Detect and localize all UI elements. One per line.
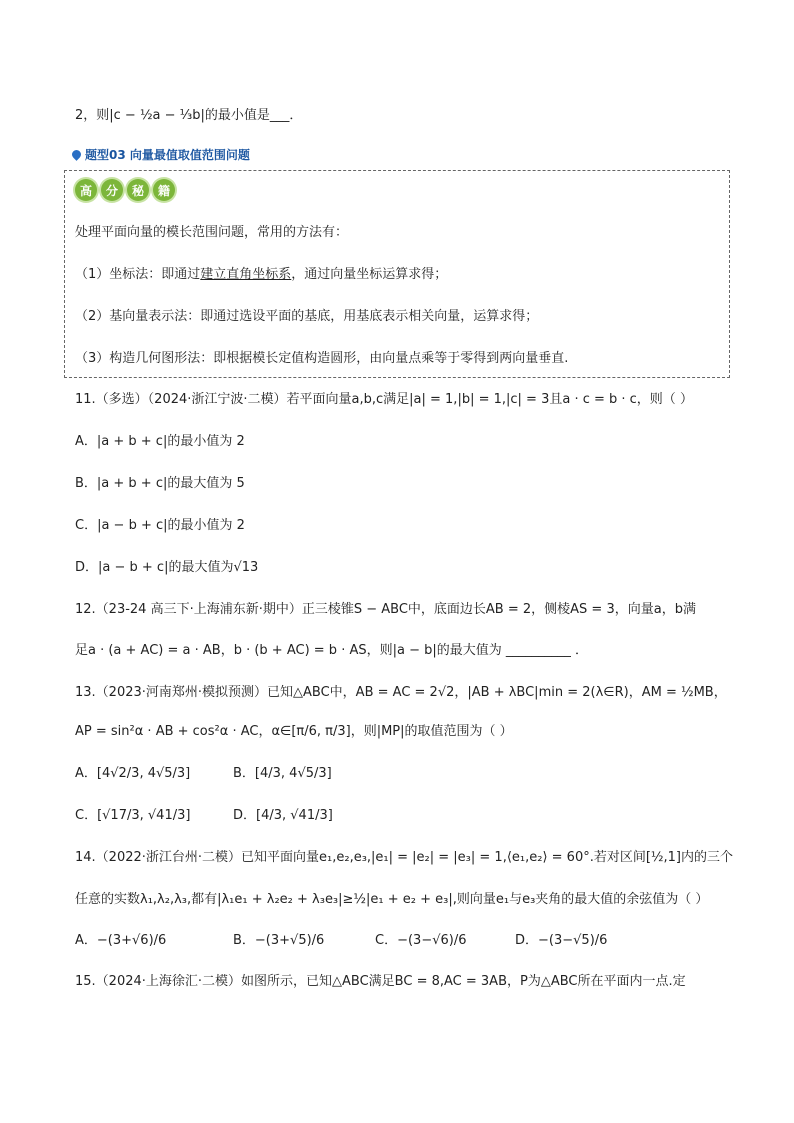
q13-option-c: C．[√17/3, √41/3] <box>75 808 191 823</box>
tip-method-3: （3）构造几何图形法：即根据模长定值构造圆形，由向量点乘等于零得到两向量垂直. <box>75 351 569 366</box>
tip-method-2: （2）基向量表示法：即通过选设平面的基底，用基底表示相关向量，运算求得； <box>75 309 539 324</box>
q14-option-d: D．−(3−√5)/6 <box>515 933 608 948</box>
badge-mi: 秘 <box>127 179 149 201</box>
q15-line-1: 15.（2024·上海徐汇·二模）如图所示，已知△ABC满足BC = 8,AC = 3AB，P为△ABC所在平面内一点.定 <box>75 974 686 989</box>
q11-stem: 11.（多选）（2024·浙江宁波·二模）若平面向量a,b,c满足|a| = 1,|b| = 1,|c| = 3且a · c = b · c，则（ ） <box>75 392 693 407</box>
top-line: 2，则|c − ½a − ⅓b|的最小值是___． <box>75 108 303 123</box>
q11-option-b: B．|a + b + c|的最大值为 5 <box>75 476 245 491</box>
tip-box <box>64 170 730 378</box>
q12-line-2: 足a · (a + AC) = a · AB，b · (b + AC) = b · AS，则|a − b|的最大值为 __________ ． <box>75 643 588 658</box>
q11-option-a: A．|a + b + c|的最小值为 2 <box>75 434 245 449</box>
tip-method-1-underline: 建立直角坐标系 <box>200 267 292 282</box>
q14-line-1: 14.（2022·浙江台州·二模）已知平面向量e₁,e₂,e₃,|e₁| = |e₂| = |e₃| = 1,⟨e₁,e₂⟩ = 60°.若对区间[½,1]内的三个 <box>75 850 734 865</box>
tip-method-1-a: （1）坐标法：即通过 <box>75 267 201 282</box>
q13-option-b: B．[4/3, 4√5/3] <box>233 766 332 781</box>
badge-row <box>75 179 175 201</box>
badge-fen: 分 <box>101 179 123 201</box>
q12-line-1: 12.（23-24 高三下·上海浦东新·期中）正三棱锥S − ABC中，底面边长AB = 2，侧棱AS = 3，向量a，b满 <box>75 602 696 617</box>
tip-method-1 <box>75 265 447 285</box>
q11-option-d: D．|a − b + c|的最大值为√13 <box>75 560 259 575</box>
q13-line-1: 13.（2023·河南郑州·模拟预测）已知△ABC中，AB = AC = 2√2，|AB + λBC|min = 2(λ∈R)，AM = ½MB， <box>75 685 727 700</box>
q13-line-2: AP = sin²α · AB + cos²α · AC，α∈[π/6, π/3]，则|MP|的取值范围为（ ） <box>75 724 513 739</box>
q14-line-2: 任意的实数λ₁,λ₂,λ₃,都有|λ₁e₁ + λ₂e₂ + λ₃e₃|≥½|e₁ + e₂ + e₃|,则向量e₁与e₃夹角的最大值的余弦值为（ ） <box>75 892 709 907</box>
q14-option-c: C．−(3−√6)/6 <box>375 933 467 948</box>
badge-ji: 籍 <box>153 179 175 201</box>
q11-option-c: C．|a − b + c|的最小值为 2 <box>75 518 245 533</box>
section-title: 题型03 向量最值取值范围问题 <box>85 148 250 162</box>
section-header <box>72 146 250 163</box>
tip-intro: 处理平面向量的模长范围问题，常用的方法有： <box>75 225 349 240</box>
location-pin-icon <box>70 148 83 161</box>
tip-method-1-b: ，通过向量坐标运算求得； <box>291 267 448 282</box>
badge-gao: 高 <box>75 179 97 201</box>
q13-option-a: A．[4√2/3, 4√5/3] <box>75 766 191 781</box>
q14-option-b: B．−(3+√5)/6 <box>233 933 325 948</box>
q13-option-d: D．[4/3, √41/3] <box>233 808 333 823</box>
q14-option-a: A．−(3+√6)/6 <box>75 933 167 948</box>
